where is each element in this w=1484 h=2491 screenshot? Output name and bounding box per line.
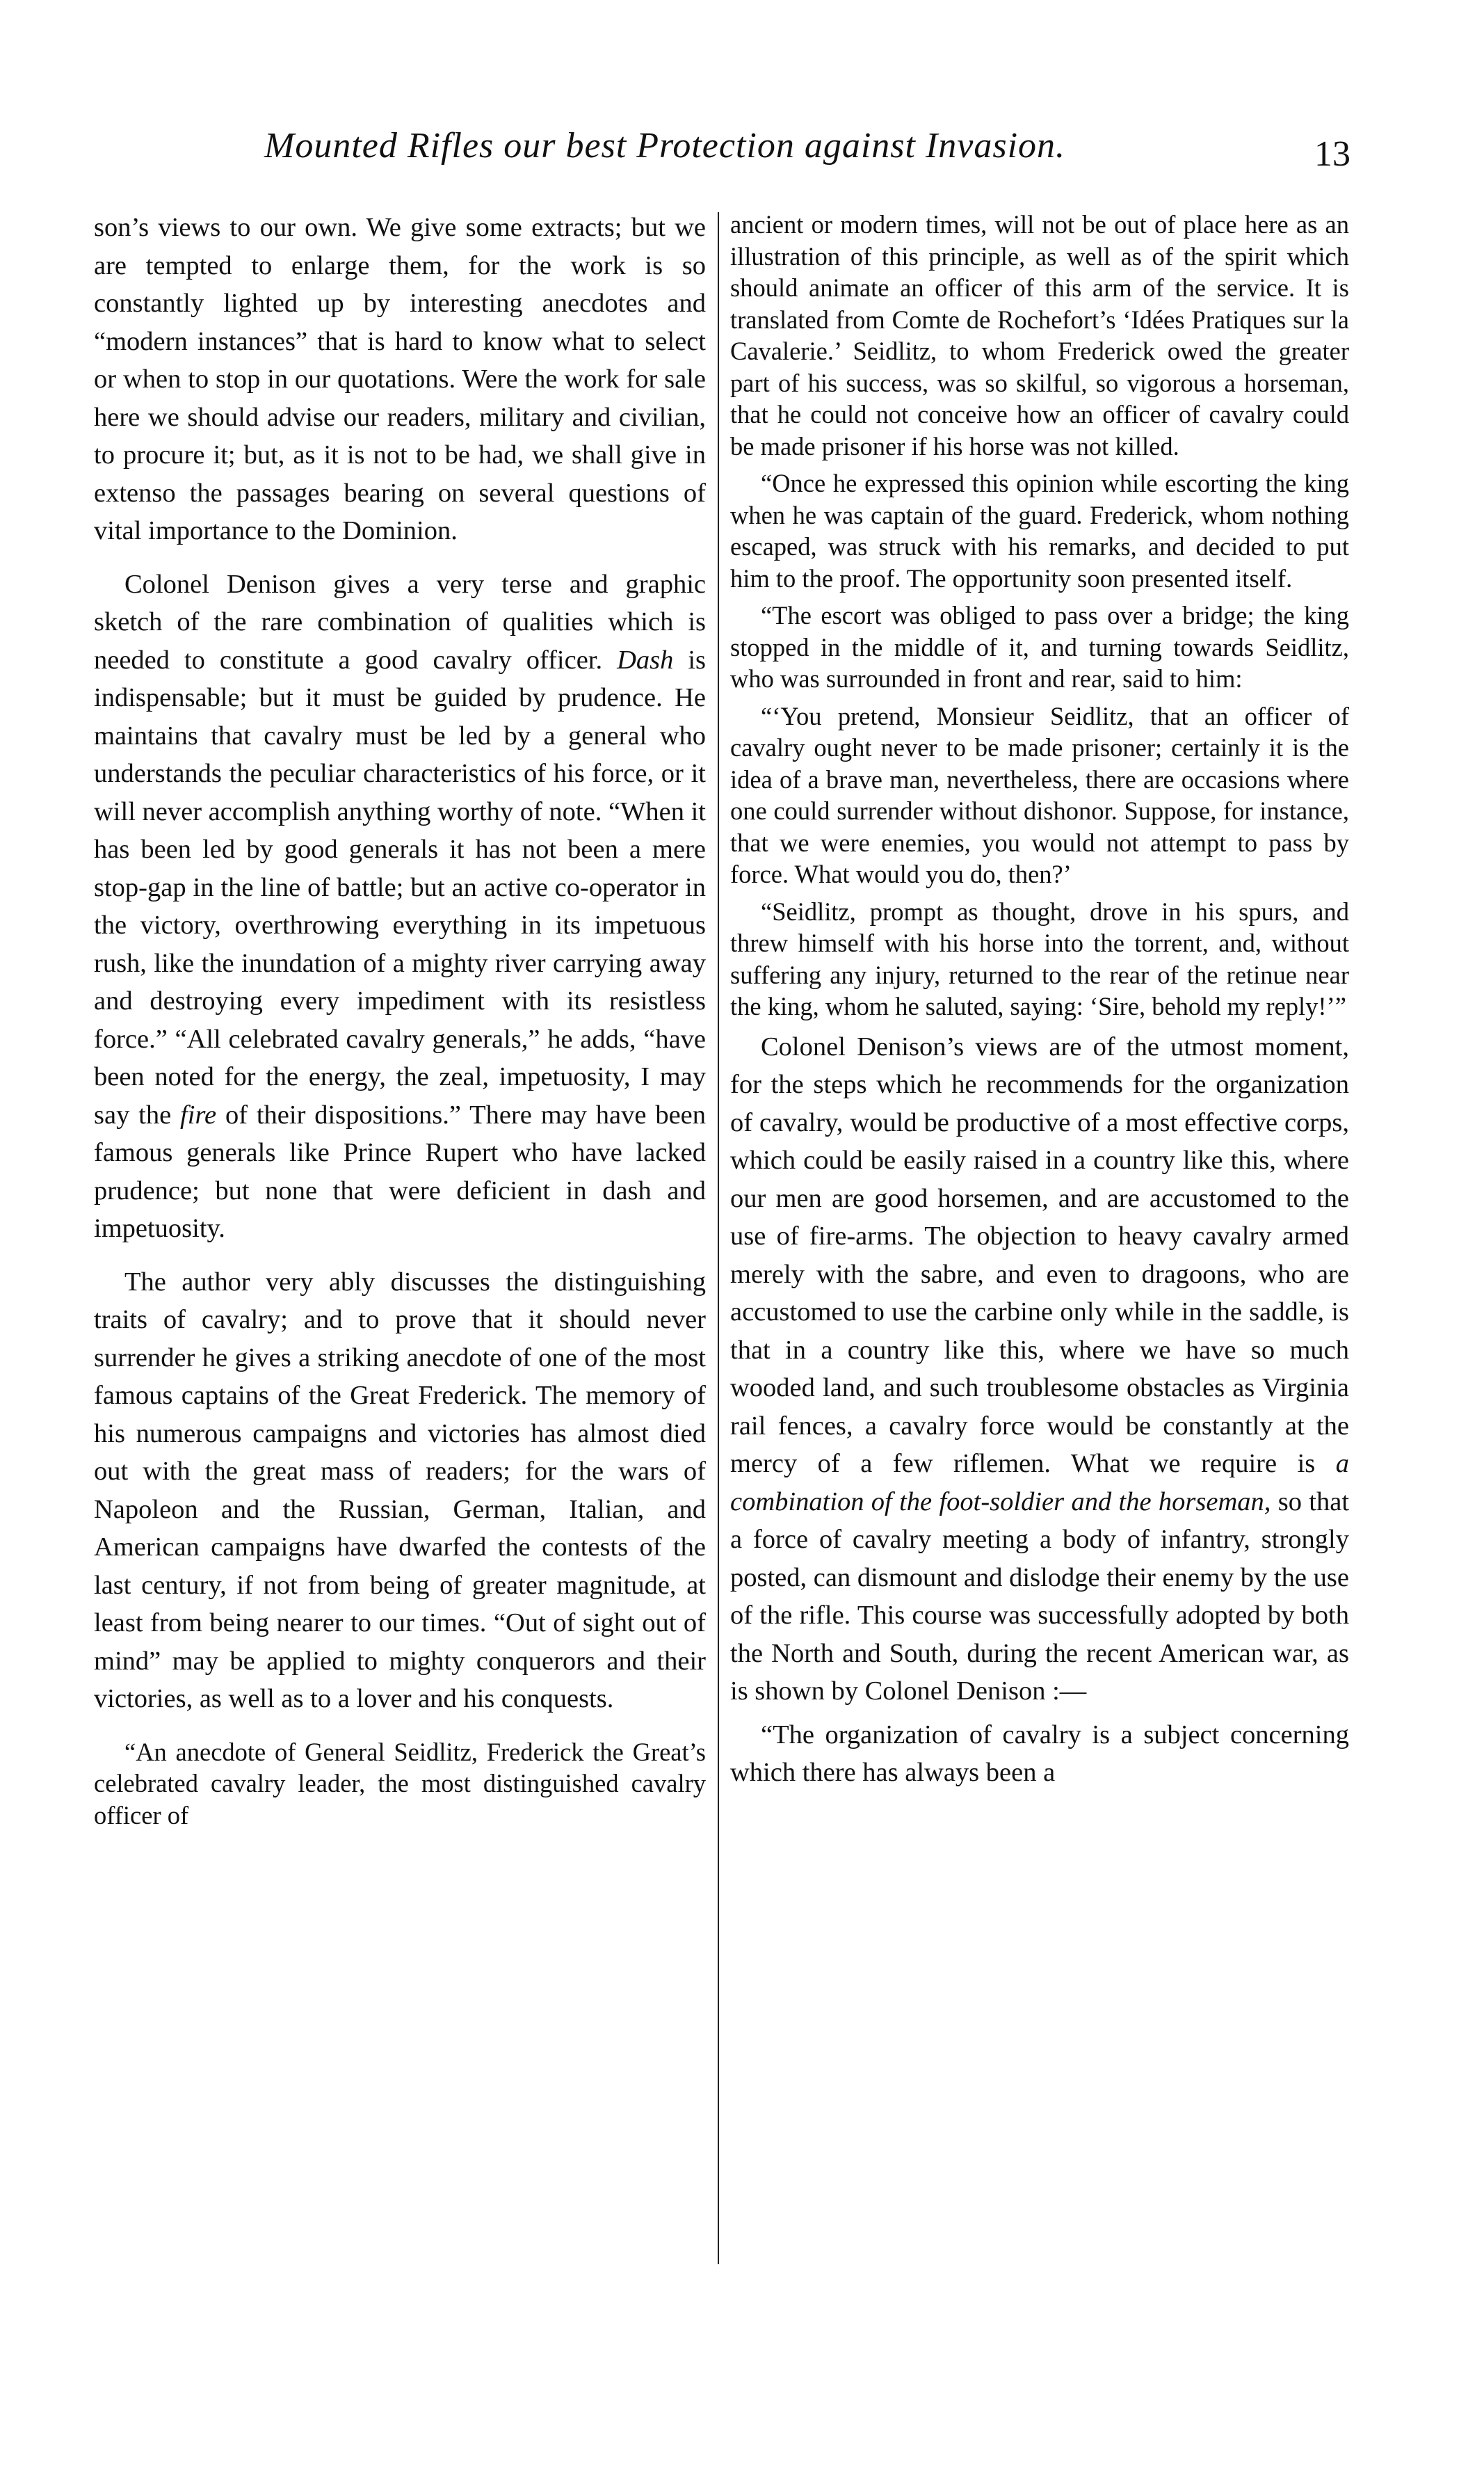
- emphasis-dash: Dash: [617, 645, 674, 675]
- left-paragraph-3: The author very ably discusses the distinguishing traits of cavalry; and to prove that it should never surrender he gives a striking anecdote of one of the most famous captains of the Great Frederick. The memory of his numerous campaigns and victories has almost died out with the great mass of readers; for the wars of Napoleon and the Russian, German, Italian, and American campaigns have dwarfed the contests of the last century, if not from being of greater magnitude, at least from being nearer to our times. “Out of sight out of mind” may be applied to mighty conquerors and their victories, as well as to a lover and his conquests.: [94, 1267, 706, 1713]
- right-paragraph-5: “Seidlitz, prompt as thought, drove in his spurs, and threw himself with his horse into the torrent, and, without suffering any injury, returned to the rear of the retinue near the king, whom he saluted, saying: ‘Sire, behold my reply!’”: [730, 897, 1349, 1020]
- right-paragraph-4: “‘You pretend, Monsieur Seidlitz, that an officer of cavalry ought never to be made prisoner; certainly it is the idea of a brave man, nevertheless, there are occasions where one could surrender without dishonor. Suppose, for instance, that we were enemies, you would not attempt to pass by force. What would you do, then?’: [730, 701, 1349, 888]
- running-header: [0, 125, 1484, 188]
- right-paragraph-2: “Once he expressed this opinion while escorting the king when he was captain of the guard. Frederick, whom nothing escaped, was struck with his remarks, and decided to put him to the proof. The opportunity soon presented itself.: [730, 469, 1349, 593]
- left-paragraph-2-text-b: is indispensable; but it must be guided by prudence. He maintains that cavalry must be led by a general who understands the peculiar characteristics of his force, or it will never accomplish anything worthy of note. “When it has been led by good generals it has not been a mere stop-gap in the line of battle; but an active co-operator in the victory, overthrowing everything in its impetuous rush, like the inundation of a mighty river carrying away and destroying every impediment with its resistless force.” “All celebrated cavalry generals,” he adds, “have been noted for the energy, the zeal, impetuosity, I may say the: [94, 645, 707, 1130]
- left-paragraph-4-quote: “An anecdote of General Seidlitz, Frederick the Great’s celebrated cavalry leader, the most distinguished cavalry officer of: [94, 1737, 706, 1829]
- left-paragraph-2-text-c: of their dispositions.” There may have been famous generals like Prince Rupert who have lacked prudence; but none that were deficient in dash and impetuosity.: [94, 1100, 707, 1243]
- right-column: [730, 209, 1349, 1797]
- right-paragraph-1: ancient or modern times, will not be out of place here as an illustration of this principle, as well as of the spirit which should animate an officer of this arm of the service. It is translated from Comte de Rochefort’s ‘Idées Pratiques sur la Cavalerie.’ Seidlitz, to whom Frederick owed the greater part of his success, was so skilful, so vigorous a horseman, that he could not conceive how an officer of cavalry could be made prisoner if his horse was not killed.: [730, 210, 1349, 460]
- emphasis-fire: fire: [180, 1100, 217, 1130]
- column-divider: [718, 212, 719, 2264]
- left-paragraph-1: son’s views to our own. We give some extracts; but we are tempted to enlarge them, for the work is so constantly lighted up by interesting anecdotes and “modern instances” that is hard to know what to select or when to stop in our quotations. Were the work for sale here we should advise our readers, military and civilian, to procure it; but, as it is not to be had, we shall give in extenso the passages bearing on several questions of vital importance to the Dominion.: [94, 213, 706, 545]
- right-paragraph-7: “The organization of cavalry is a subject concerning which there has always been a: [730, 1720, 1349, 1787]
- emphasis-combination: a combination of the foot-soldier and the horseman,: [730, 1449, 1349, 1516]
- left-paragraph-2-text-a: Colonel Denison gives a very terse and graphic sketch of the rare combination of qualities which is needed to constitute a good cavalry officer.: [94, 569, 706, 675]
- running-title: Mounted Rifles our best Protection against Invasion.: [264, 126, 1066, 166]
- page-number: 13: [1314, 134, 1350, 174]
- left-paragraph-2: [94, 566, 706, 1248]
- right-paragraph-6: [730, 1028, 1349, 1711]
- right-paragraph-6-text-a: Colonel Denison’s views are of the utmost moment, for the steps which he recommends for the organization of cavalry, would be productive of a most effective corps, which could be easily raised in a country like this, where our men are good horsemen, and are accustomed to the use of fire-arms. The objection to heavy cavalry armed merely with the sabre, and even to dragoons, who are accustomed to use the carbine only while in the saddle, is that in a country like this, where we have so much wooded land, and such troublesome obstacles as Virginia rail fences, a cavalry force would be constantly at the mercy of a few riflemen. What we require is: [730, 1032, 1349, 1478]
- right-paragraph-3: “The escort was obliged to pass over a bridge; the king stopped in the middle of it, and turning towards Seidlitz, who was surrounded in front and rear, said to him:: [730, 601, 1349, 693]
- right-paragraph-6-text-b: so that a force of cavalry meeting a body of infantry, strongly posted, can dismount and dislodge their enemy by the use of the rifle. This course was successfully adopted by both the North and South, during the recent American war, as is shown by Colonel Denison :—: [730, 1487, 1350, 1706]
- left-column: [94, 209, 706, 1838]
